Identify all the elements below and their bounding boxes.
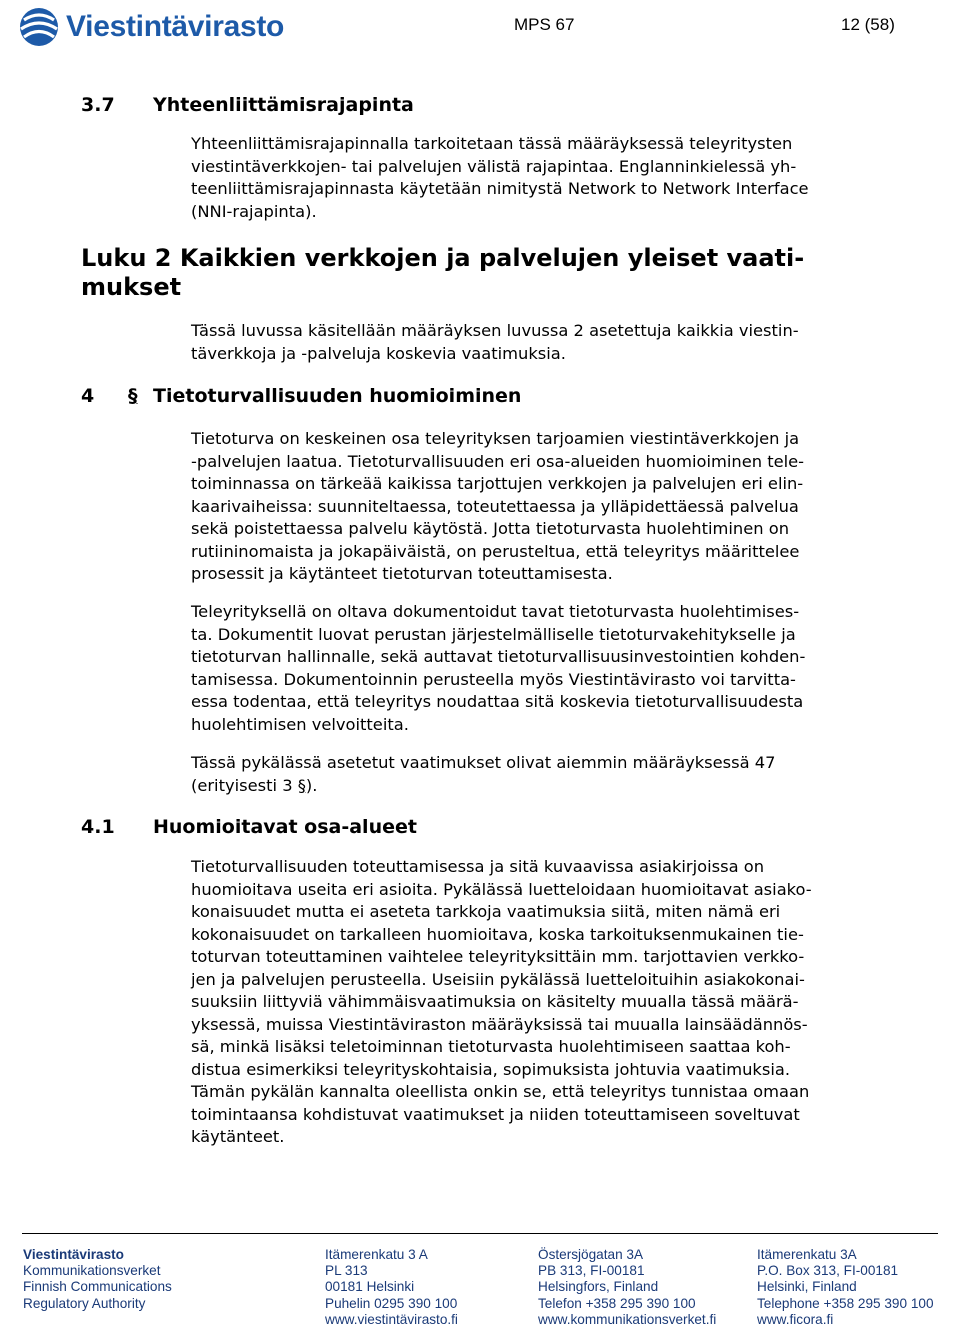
text-line: Tässä pykälässä asetetut vaatimukset olivat aiemmin määräyksessä 47 (191, 753, 776, 772)
text-line: yksessä, muissa Viestintäviraston määräyksissä tai muualla lainsäädännös- (191, 1014, 808, 1034)
text-fragment: ). (305, 775, 318, 795)
footer-line: PL 313 (325, 1263, 368, 1279)
footer-line: Regulatory Authority (23, 1295, 146, 1311)
section-4-paragraph-2 (191, 601, 911, 736)
footer-line: Kommunikationsverket (23, 1263, 161, 1279)
chapter-2-heading (81, 244, 841, 302)
footer-link[interactable]: www.viestintävirasto.fi (325, 1311, 458, 1327)
footer-line: Helsingfors, Finland (538, 1279, 659, 1295)
section-number: 4.1 (81, 816, 115, 838)
text-line: kokonaisuudet on tarkalleen huomioitava, koska tarkoituksenmukainen tie- (191, 924, 804, 944)
section-symbol-link[interactable]: § (297, 775, 306, 795)
text-line: Teleyrityksellä on oltava dokumentoidut tavat tietoturvasta huolehtimises- (191, 602, 800, 621)
footer-line: Helsinki, Finland (757, 1279, 857, 1295)
footer-link[interactable]: www.kommunikationsverket.fi (538, 1311, 717, 1327)
text-fragment: (erityisesti 3 (191, 775, 298, 795)
chapter-title-line: mukset (81, 273, 182, 301)
section-title: Yhteenliittämisrajapinta (153, 94, 414, 116)
section-4-1-paragraph (191, 856, 911, 1149)
footer-column-finnish (325, 1247, 458, 1328)
footer-divider (22, 1233, 938, 1234)
text-line: kaarivaiheissa: suunniteltaessa, toteutettaessa ja ylläpidettäessä palvelua (191, 496, 799, 516)
chapter-2-paragraph (191, 320, 911, 365)
text-line: distua esimerkiksi teleyrityskohtaisia, sopimuksista johtuvia vaatimuksia. (191, 1059, 791, 1079)
text-line: ta. Dokumentit luovat perustan järjestelmälliselle tietoturvakehitykselle ja (191, 624, 796, 644)
text-line: rutiininomaista ja jokapäiväistä, on perusteltua, että teleyritys määrittelee (191, 541, 800, 561)
agency-logo (18, 6, 284, 48)
footer-line: Telephone +358 295 390 100 (757, 1295, 934, 1311)
section-title: Huomioitavat osa-alueet (153, 816, 417, 838)
text-line: Tämän pykälän kannalta oleellista onkin se, että teleyritys tunnistaa omaan (191, 1082, 810, 1101)
section-4-paragraph-3 (191, 752, 911, 797)
text-line: -palvelujen laatua. Tietoturvallisuuden eri osa-alueiden huomioiminen tele- (191, 451, 805, 471)
text-line (191, 775, 911, 798)
footer-link[interactable]: www.ficora.fi (757, 1311, 834, 1327)
text-line: teenliittämisrajapinnasta käytetään nimitystä Network to Network Interface (191, 179, 809, 198)
footer-agency-name: Viestintävirasto (23, 1247, 124, 1262)
logo-text: Viestintävirasto (66, 10, 285, 43)
text-line: huomioitava useita eri asioita. Pykälässä luetteloidaan huomioitavat asiako- (191, 879, 812, 899)
footer-column-swedish (538, 1247, 716, 1328)
text-line: Tässä luvussa käsitellään määräyksen luvussa 2 asetettuja kaikkia viestin- (191, 321, 799, 340)
text-line: sekä poistettaessa palvelu käytöstä. Jotta tietoturvasta huolehtiminen on (191, 519, 790, 538)
footer-column-agency (23, 1247, 172, 1312)
footer-line: PB 313, FI-00181 (538, 1263, 645, 1279)
section-3-7-paragraph (191, 133, 911, 223)
section-number: 3.7 (81, 94, 115, 116)
text-line: käytänteet. (191, 1127, 285, 1146)
section-4-paragraph-1 (191, 428, 911, 586)
document-id: MPS 67 (514, 15, 575, 34)
section-title: Tietoturvallisuuden huomioiminen (153, 385, 522, 407)
text-line: Tietoturva on keskeinen osa teleyrityksen tarjoamien viestintäverkkojen ja (191, 429, 800, 448)
footer-line: Telefon +358 295 390 100 (538, 1295, 696, 1311)
text-line: suuksiin liittyviä vähimmäisvaatimuksia on käsitelty muualla tässä määrä- (191, 992, 799, 1011)
footer-line: Finnish Communications (23, 1279, 172, 1295)
text-line: sä, minkä lisäksi teletoiminnan tietoturvasta huolehtimiseen saattaa koh- (191, 1037, 791, 1056)
page-number: 12 (58) (841, 15, 895, 34)
chapter-title-line: Luku 2 Kaikkien verkkojen ja palvelujen yleiset vaati- (81, 244, 805, 272)
text-line: Tietoturvallisuuden toteuttamisessa ja sitä kuvaavissa asiakirjoissa on (191, 857, 765, 876)
footer-line: P.O. Box 313, FI-00181 (757, 1263, 899, 1279)
text-line: huolehtimisen velvoitteita. (191, 714, 409, 734)
text-line: toturvan toteuttaminen vaihtelee teleyrityksittäin mm. tarjottavien verkko- (191, 947, 805, 966)
text-line: tamisessa. Dokumentoinnin perusteella myös Viestintävirasto voi tarvitta- (191, 669, 796, 689)
footer-line: Itämerenkatu 3A (757, 1247, 857, 1262)
text-line: (NNI-rajapinta). (191, 201, 317, 221)
text-line: viestintäverkkojen- tai palvelujen välistä rajapintaa. Englanninkielessä yh- (191, 156, 797, 176)
text-line: jen ja palvelujen perusteella. Useisiin pykälässä luetteloituihin asiakokonai- (191, 969, 805, 989)
text-line: tietoturvan hallinnalle, sekä auttavat tietoturvallisuusinvestointien kohden- (191, 647, 806, 666)
text-line: toimintaansa kohdistuvat vaatimukset ja niiden toteuttamiseen soveltuvat (191, 1104, 800, 1124)
section-symbol: § (128, 385, 138, 407)
text-line: konaisuudet mutta ei aseteta tarkkoja vaatimuksia siitä, miten nämä eri (191, 902, 781, 921)
section-number: 4 (81, 385, 95, 407)
text-line: prosessit ja käytänteet tietoturvan toteuttamisesta. (191, 564, 613, 583)
page-header (0, 0, 960, 60)
text-line: Yhteenliittämisrajapinnalla tarkoitetaan tässä määräyksessä teleyritysten (191, 134, 793, 153)
footer-line: Itämerenkatu 3 A (325, 1247, 428, 1262)
footer-column-english (757, 1247, 934, 1328)
text-line: essa todentaa, että teleyritys noudattaa sitä koskevia tietoturvallisuudesta (191, 692, 804, 711)
text-line: toiminnassa on tärkeää kaikissa tarjottujen verkkojen ja palvelujen eri elin- (191, 474, 804, 493)
footer-line: Östersjögatan 3A (538, 1247, 644, 1262)
text-line: täverkkoja ja -palveluja koskevia vaatimuksia. (191, 343, 566, 363)
globe-icon (18, 6, 60, 48)
footer-line: Puhelin 0295 390 100 (325, 1295, 458, 1311)
footer-line: 00181 Helsinki (325, 1279, 415, 1295)
